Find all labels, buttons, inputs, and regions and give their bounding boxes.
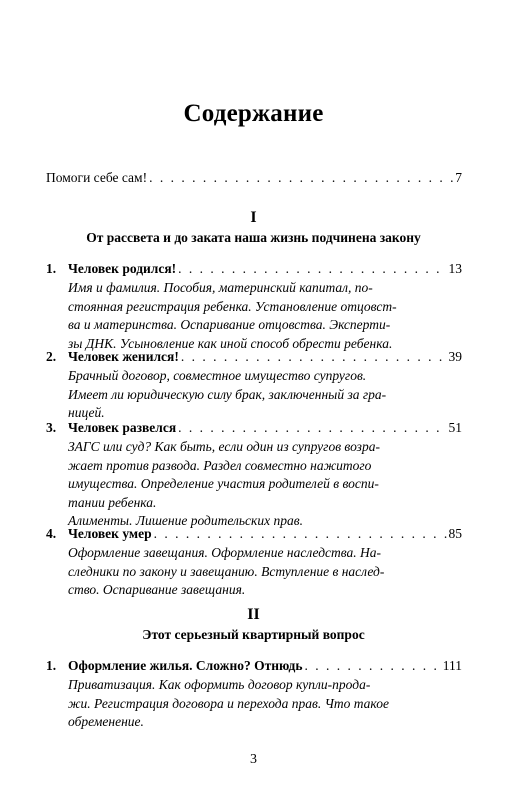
part-title: От рассвета и до заката наша жизнь подчинена закону [86,230,421,245]
chapter-description [68,544,462,600]
contents-heading: Содержание [183,100,324,127]
description-line: имущества. Определение участия родителей в воспи- [68,476,379,491]
chapter-number: 4. [46,526,57,541]
description-line: ва и материнства. Оспаривание отцовства. Эксперти- [68,317,391,332]
toc-entry-chapter[interactable] [46,526,462,542]
toc-page-number: 7 [455,170,462,185]
description-line: стоянная регистрация ребенка. Установление отцовст- [68,298,397,314]
description-line: зы ДНК. Усыновление как иной способ обрести ребенка. [68,335,393,351]
description-line: Оформление завещания. Оформление наследства. На- [68,545,382,560]
toc-entry-chapter[interactable] [46,420,462,436]
dot-leader [178,420,446,436]
toc-entry-chapter[interactable] [46,261,462,277]
toc-entry-label: Помоги себе сам! [46,170,148,185]
toc-page-number: 111 [442,658,462,673]
chapter-title: Человек развелся [68,420,177,435]
chapter-description [68,438,462,531]
toc-entry-intro[interactable] [46,170,462,186]
description-line: Приватизация. Как оформить договор купли-прода- [68,677,371,692]
chapter-title: Человек женился! [68,349,179,364]
chapter-description [68,279,462,353]
chapter-number: 1. [46,261,57,276]
dot-leader [305,658,441,674]
dot-leader [154,526,447,542]
description-line: Имеет ли юридическую силу брак, заключенный за гра- [68,386,387,402]
description-line: Брачный договор, совместное имущество супругов. [68,368,367,383]
dot-leader [181,349,447,365]
description-line: обременение. [68,714,144,729]
chapter-number: 2. [46,349,57,364]
description-line: жает против развода. Раздел совместно нажитого [68,457,372,473]
dot-leader [178,261,446,277]
description-line: Алименты. Лишение родительских прав. [68,513,303,528]
page-number: 3 [250,752,257,767]
chapter-title: Человек родился! [68,261,177,276]
description-line: ство. Оспаривание завещания. [68,582,246,597]
chapter-description [68,676,462,732]
chapter-description [68,367,462,423]
dot-leader [149,170,453,186]
chapter-number: 1. [46,658,57,673]
toc-page-number: 51 [448,420,462,435]
toc-entry-chapter[interactable] [46,658,462,674]
chapter-title: Оформление жилья. Сложно? Отнюдь [68,658,303,673]
description-line: Имя и фамилия. Пособия, материнский капитал, по- [68,280,373,295]
description-line: ЗАГС или суд? Как быть, если один из супругов возра- [68,439,380,454]
chapter-number: 3. [46,420,57,435]
part-numeral: I [250,209,257,226]
part-title: Этот серьезный квартирный вопрос [142,627,365,642]
description-line: тании ребенка. [68,494,157,510]
part-numeral: II [247,606,260,623]
description-line: ницей. [68,405,105,420]
toc-page-number: 13 [448,261,462,276]
chapter-title: Человек умер [68,526,152,541]
description-line: следники по закону и завещанию. Вступление в наслед- [68,563,385,579]
description-line: жи. Регистрация договора и перехода прав. Что такое [68,695,389,711]
toc-page-number: 39 [448,349,462,364]
toc-page-number: 85 [448,526,462,541]
toc-entry-chapter[interactable] [46,349,462,365]
